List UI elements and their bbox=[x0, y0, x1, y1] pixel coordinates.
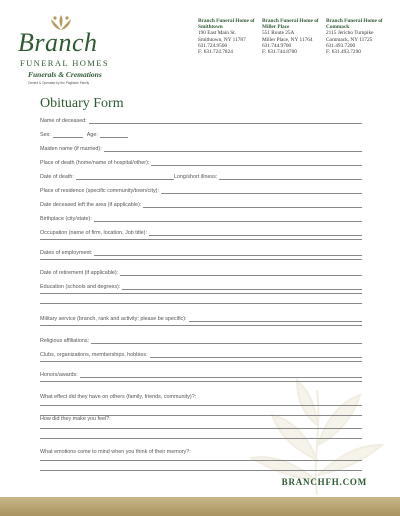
location-phone: 631.724.9500 bbox=[198, 42, 228, 49]
field-label: Education (schools and degrees): bbox=[40, 284, 121, 290]
residence-input[interactable] bbox=[161, 188, 362, 194]
field-maiden-name bbox=[40, 142, 362, 152]
employment-input[interactable] bbox=[94, 250, 362, 256]
location-fax: F: 631.724.7824 bbox=[198, 49, 233, 56]
military-extra-line[interactable] bbox=[40, 325, 362, 326]
location-street: 2115 Jericho Turnpike bbox=[326, 30, 374, 37]
field-label: Clubs, organizations, memberships, hobbies: bbox=[40, 352, 148, 358]
location-smithtown bbox=[198, 18, 266, 55]
logo-tagline: Funerals & Cremations bbox=[28, 70, 102, 79]
field-label: Military service (branch, rank and activity; please be specific): bbox=[40, 316, 187, 322]
location-phone: 631.744.9700 bbox=[262, 42, 292, 49]
logo-wordmark: Branch bbox=[18, 28, 98, 57]
field-label: Place of residence (specific community/town/city): bbox=[40, 188, 159, 194]
location-city: Smithtown, NY 11787 bbox=[198, 36, 246, 43]
illness-input[interactable] bbox=[219, 174, 362, 180]
occupation-input[interactable] bbox=[149, 230, 362, 236]
field-date-left bbox=[40, 198, 362, 208]
sex-input[interactable] bbox=[53, 132, 83, 138]
field-label: What emotions come to mind when you think of their memory?: bbox=[40, 449, 191, 455]
field-clubs bbox=[40, 348, 362, 358]
field-label: Birthplace (city/state): bbox=[40, 216, 92, 222]
location-fax: F: 631.744.8700 bbox=[262, 49, 297, 56]
location-street: 551 Route 25A bbox=[262, 30, 295, 37]
honors-input[interactable] bbox=[80, 372, 362, 378]
field-label: Name of deceased: bbox=[40, 118, 87, 124]
field-label: What effect did they have on others (family, friends, community)?: bbox=[40, 394, 197, 400]
retirement-input[interactable] bbox=[120, 270, 362, 276]
maiden-name-input[interactable] bbox=[104, 146, 362, 152]
education-input[interactable] bbox=[122, 284, 362, 290]
education-extra-line[interactable] bbox=[40, 293, 362, 294]
location-city: Commack, NY 11725 bbox=[326, 36, 373, 43]
branch-logo bbox=[18, 14, 118, 84]
location-street: 190 East Main St. bbox=[198, 30, 236, 37]
field-honors bbox=[40, 368, 362, 378]
location-fax: F: 631.493.7290 bbox=[326, 49, 361, 56]
religious-input[interactable] bbox=[91, 338, 362, 344]
military-input[interactable] bbox=[189, 316, 362, 322]
location-phone: 631.493.7200 bbox=[326, 42, 356, 49]
feel-line[interactable] bbox=[40, 438, 362, 439]
field-birthplace bbox=[40, 212, 362, 222]
field-sex-age bbox=[40, 128, 362, 138]
field-label: Date of retirement (if applicable): bbox=[40, 270, 119, 276]
field-label: Honors/awards: bbox=[40, 372, 78, 378]
name-input[interactable] bbox=[89, 118, 362, 124]
field-label: How did they make you feel?: bbox=[40, 416, 111, 422]
field-religious bbox=[40, 334, 362, 344]
location-name: Branch Funeral Home of Smithtown bbox=[198, 18, 255, 31]
location-commack bbox=[326, 18, 394, 55]
emotions-line[interactable] bbox=[40, 470, 362, 471]
occupation-extra-line[interactable] bbox=[40, 239, 362, 240]
field-label: Sex: bbox=[40, 132, 51, 138]
logo-fine-print: Owned & Operated by the Pagliarini Family bbox=[28, 81, 90, 85]
field-label: Date deceased left the area (if applicable): bbox=[40, 202, 142, 208]
field-label: Religious affiliations: bbox=[40, 338, 90, 344]
field-employment bbox=[40, 246, 362, 256]
clubs-input[interactable] bbox=[150, 352, 362, 358]
location-miller-place bbox=[262, 18, 330, 55]
age-input[interactable] bbox=[100, 132, 128, 138]
birthplace-input[interactable] bbox=[94, 216, 362, 222]
field-label: Place of death (home/name of hospital/other): bbox=[40, 160, 150, 166]
date-of-death-input[interactable] bbox=[76, 174, 174, 180]
feel-line[interactable] bbox=[40, 428, 362, 429]
field-label: Age: bbox=[86, 132, 98, 138]
education-extra-line[interactable] bbox=[40, 303, 362, 304]
field-name bbox=[40, 114, 362, 124]
field-residence bbox=[40, 184, 362, 194]
clubs-extra-line[interactable] bbox=[40, 361, 362, 362]
location-name: Branch Funeral Home of Commack bbox=[326, 18, 383, 31]
field-label: Dates of employment: bbox=[40, 250, 93, 256]
place-of-death-input[interactable] bbox=[151, 160, 362, 166]
emotions-line[interactable] bbox=[40, 460, 362, 461]
field-education bbox=[40, 280, 362, 290]
employment-extra-line[interactable] bbox=[40, 259, 362, 260]
field-occupation bbox=[40, 226, 362, 236]
field-label: Occupation (name of firm, location, Job title): bbox=[40, 230, 147, 236]
logo-subtitle: FUNERAL HOMES bbox=[20, 58, 109, 68]
effect-line[interactable] bbox=[40, 405, 362, 406]
field-date-of-death bbox=[40, 170, 362, 180]
field-label: Long/short illness: bbox=[173, 174, 218, 180]
field-label: Maiden name (if married): bbox=[40, 146, 102, 152]
form-title: Obituary Form bbox=[40, 96, 124, 111]
footer-bar bbox=[0, 497, 400, 516]
field-military bbox=[40, 312, 362, 322]
field-feel bbox=[40, 412, 362, 422]
field-emotions bbox=[40, 445, 362, 455]
field-label: Date of death: bbox=[40, 174, 74, 180]
honors-extra-line[interactable] bbox=[40, 381, 362, 382]
field-retirement bbox=[40, 266, 362, 276]
location-city: Miller Place, NY 11764 bbox=[262, 36, 313, 43]
field-effect bbox=[40, 390, 362, 400]
field-place-of-death bbox=[40, 156, 362, 166]
location-name: Branch Funeral Home of Miller Place bbox=[262, 18, 319, 31]
website-url[interactable]: BRANCHFH.COM bbox=[281, 477, 367, 487]
date-left-input[interactable] bbox=[143, 202, 362, 208]
